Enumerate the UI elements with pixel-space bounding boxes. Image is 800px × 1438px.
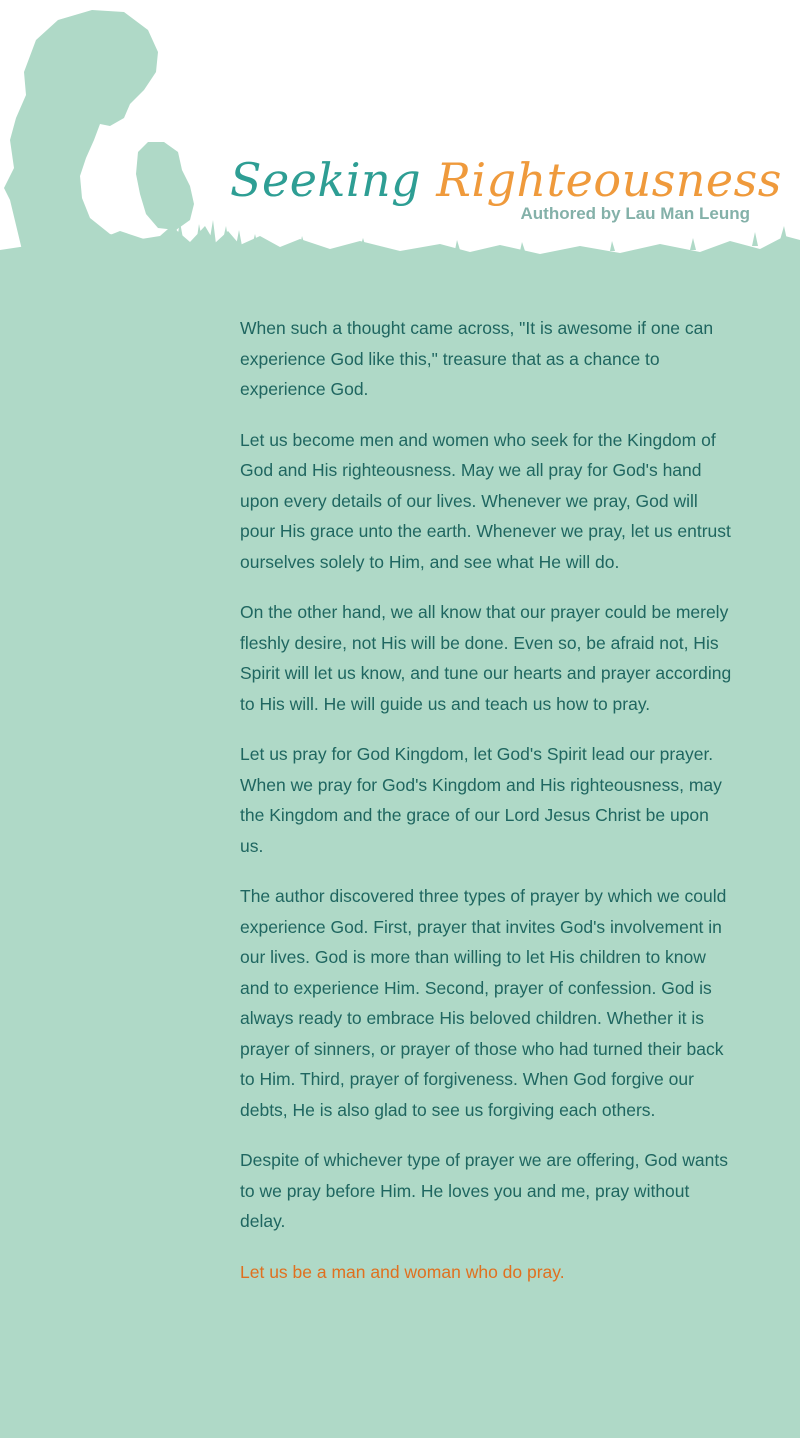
paragraph-1: When such a thought came across, "It is awesome if one can experience God like this," treasure that as a chance to experience God. <box>240 318 714 399</box>
page-title <box>230 150 782 210</box>
article-body <box>240 313 735 1307</box>
paragraph-4: Let us pray for God Kingdom, let God's Spirit lead our prayer. When we pray for God's Kingdom and His righteousness, may the Kingdom and the grace of our Lord Jesus Christ be upon us. <box>240 744 722 856</box>
praying-woman-silhouette-illustration <box>0 0 800 275</box>
grass-edge <box>0 226 800 275</box>
author-byline: Authored by Lau Man Leung <box>520 204 750 223</box>
paragraph-5: The author discovered three types of prayer by which we could experience God. First, prayer that invites God's involvement in our lives. God is more than willing to let His children to know and to experience Him. Second, prayer of confession. God is always ready to embrace His beloved children. Whether it is prayer of sinners, or prayer of those who had turned their back to Him. Third, prayer of forgiveness. When God forgive our debts, He is also glad to see us forgiving each others. <box>240 886 727 1120</box>
paragraph-2: Let us become men and women who seek for the Kingdom of God and His righteousness. May we all pray for God's hand upon every details of our lives. Whenever we pray, God will pour His grace unto the earth. Whenever we pray, let us entrust ourselves solely to Him, and see what He will do. <box>240 429 731 572</box>
clasped-hands <box>136 142 194 230</box>
title-word-seeking: Seeking <box>230 153 422 207</box>
paragraph-3: On the other hand, we all know that our prayer could be merely fleshly desire, not His will be done. Even so, be afraid not, His Spirit will let us know, and tune our hearts and prayer according to His will. He will guide us and teach us how to pray. <box>240 602 732 714</box>
paragraph-6: Despite of whichever type of prayer we are offering, God wants to we pray before Him. He loves you and me, pray without delay. <box>240 1150 728 1231</box>
closing-line: Let us be a man and woman who do pray. <box>240 1261 565 1282</box>
title-word-righteousness: Righteousness <box>436 153 782 207</box>
